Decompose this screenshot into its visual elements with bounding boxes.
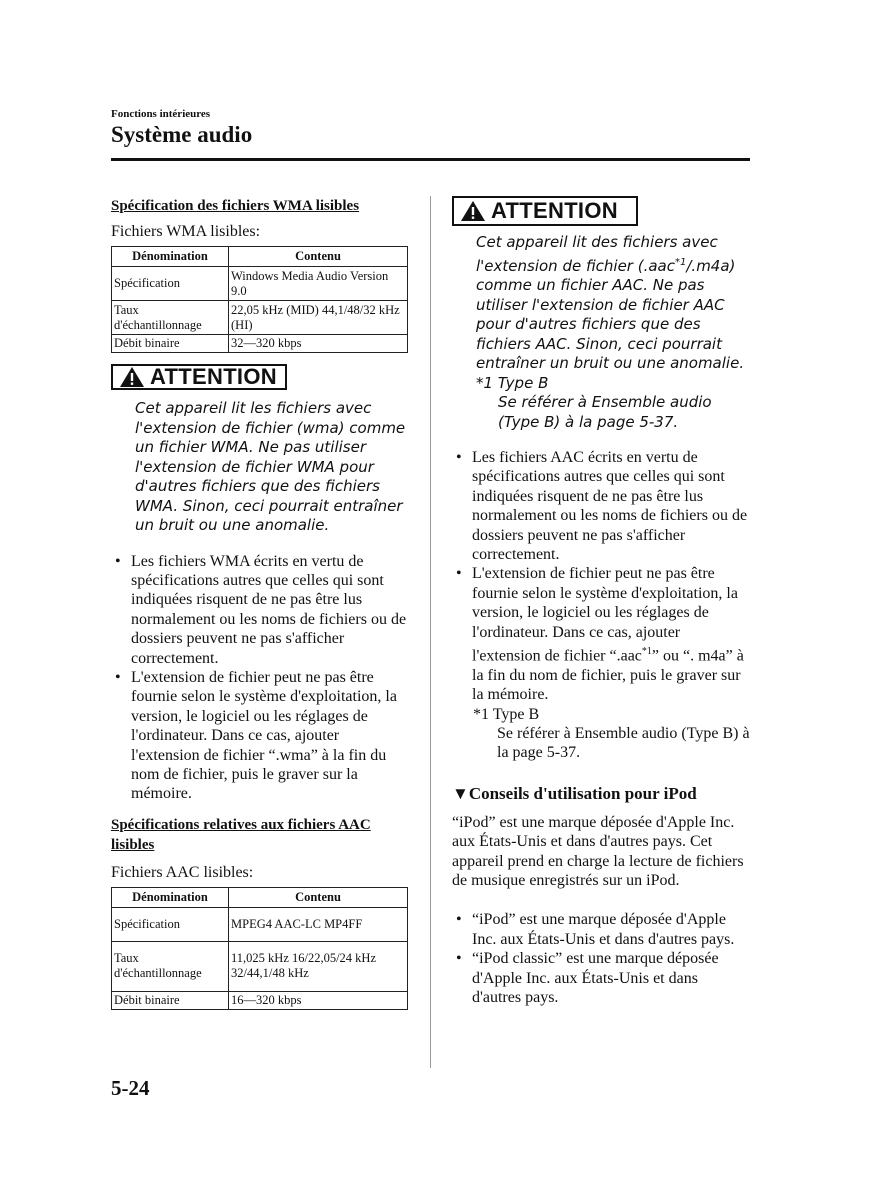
table-row xyxy=(112,335,408,353)
attention-footnote xyxy=(452,374,750,433)
page-number: 5-24 xyxy=(111,1076,150,1100)
aac-heading: Spécifications relatives aux fichiers AAC lisibles xyxy=(111,816,371,853)
table-cell: 22,05 kHz (MID) 44,1/48/32 kHz (HI) xyxy=(229,301,408,335)
table-cell: Spécification xyxy=(112,907,229,941)
footnote-marker: *1 xyxy=(675,256,687,268)
attention-badge xyxy=(452,196,638,226)
attention-box-wma xyxy=(111,364,408,536)
page-title: Système audio xyxy=(111,122,253,147)
section-label: Fonctions intérieures xyxy=(111,108,211,120)
warning-icon xyxy=(119,366,145,388)
ipod-heading-text: Conseils d'utilisation pour iPod xyxy=(468,783,697,803)
footnote-label: *1 Type B xyxy=(476,373,549,392)
list-item: • “iPod classic” est une marque déposée d'Apple Inc. aux États-Unis et dans d'autres pays. xyxy=(452,949,750,1007)
wma-intro: Fichiers WMA lisibles: xyxy=(111,223,261,240)
table-row xyxy=(112,907,408,941)
footnote xyxy=(452,705,750,763)
header-rule xyxy=(111,158,750,161)
table-cell: 16—320 kbps xyxy=(229,991,408,1009)
list-item-part: L'extension de fichier peut ne pas être fournie selon le système d'exploitation, la version, le logiciel ou les réglages de l'ordinateur. Dans ce cas, ajouter l'extension de fichier “.aac xyxy=(472,565,738,665)
table-row xyxy=(112,991,408,1009)
footnote-marker: *1 xyxy=(641,646,652,658)
triangle-down-icon: ▼ xyxy=(452,783,469,803)
table-cell: Débit binaire xyxy=(112,335,229,353)
list-item-part: ” ou “. m4a” à la fin du nom de fichier, puis le graver sur la mémoire. xyxy=(472,647,744,704)
column-divider xyxy=(430,196,431,1068)
table-row xyxy=(112,941,408,991)
table-header-cell: Dénomination xyxy=(112,247,229,267)
list-item xyxy=(452,564,750,704)
warning-icon xyxy=(460,200,486,222)
table-cell: Taux d'échantillonnage xyxy=(112,301,229,335)
list-item: • “iPod” est une marque déposée d'Apple Inc. aux États-Unis et dans d'autres pays. xyxy=(452,910,750,949)
attention-text-part: Cet appareil lit des fichiers avec l'extension de fichier (.aac xyxy=(476,233,718,275)
attention-text-part: /.m4a) comme un fichier AAC. Ne pas utiliser l'extension de fichier AAC pour d'autres fichiers que des fichiers AAC. Sinon, ceci pourrait entraîner un bruit ou une anomalie. xyxy=(476,256,745,372)
table-cell: 32—320 kbps xyxy=(229,335,408,353)
table-cell: Windows Media Audio Version 9.0 xyxy=(229,267,408,301)
table-cell: Débit binaire xyxy=(112,991,229,1009)
table-cell: 11,025 kHz 16/22,05/24 kHz 32/44,1/48 kHz xyxy=(229,941,408,991)
attention-text xyxy=(452,233,750,374)
aac-spec-table xyxy=(111,887,408,1010)
list-item: • Les fichiers WMA écrits en vertu de spécifications autres que celles qui sont indiquées risquent de ne pas être lus normalement ou les noms de fichiers ou de dossiers peuvent ne pas s'afficher correctement. xyxy=(111,552,408,668)
footnote-text: Se référer à Ensemble audio (Type B) à la page 5-37. xyxy=(497,725,750,762)
list-item: • Les fichiers AAC écrits en vertu de spécifications autres que celles qui sont indiquées risquent de ne pas être lus normalement ou les noms de fichiers ou de dossiers peuvent ne pas s'afficher correctement. xyxy=(452,448,750,564)
wma-bullet-list xyxy=(111,552,408,804)
ipod-heading xyxy=(452,783,750,805)
attention-badge xyxy=(111,364,287,390)
footnote-label: *1 Type B xyxy=(473,705,540,723)
right-column xyxy=(452,196,750,1007)
table-cell: Taux d'échantillonnage xyxy=(112,941,229,991)
wma-heading: Spécification des fichiers WMA lisibles xyxy=(111,198,360,214)
aac-bullet-list xyxy=(452,448,750,705)
footnote-text: Se référer à Ensemble audio (Type B) à la page 5-37. xyxy=(498,393,712,431)
table-header-row xyxy=(112,887,408,907)
table-row xyxy=(112,301,408,335)
table-header-cell: Contenu xyxy=(229,247,408,267)
table-header-cell: Contenu xyxy=(229,887,408,907)
page-header xyxy=(111,108,252,148)
list-item: • L'extension de fichier peut ne pas être fournie selon le système d'exploitation, la version, le logiciel ou les réglages de l'ordinateur. Dans ce cas, ajouter l'extension de fichier “.wma” à la fin du nom de fichier, puis le graver sur la mémoire. xyxy=(111,668,408,804)
table-cell: Spécification xyxy=(112,267,229,301)
aac-intro: Fichiers AAC lisibles: xyxy=(111,863,254,881)
attention-label: ATTENTION xyxy=(491,198,618,223)
attention-box-aac xyxy=(452,196,750,432)
table-header-row xyxy=(112,247,408,267)
left-column xyxy=(111,196,408,1010)
ipod-bullet-list xyxy=(452,910,750,1007)
wma-spec-table xyxy=(111,246,408,353)
table-header-cell: Dénomination xyxy=(112,887,229,907)
table-cell: MPEG4 AAC-LC MP4FF xyxy=(229,907,408,941)
attention-text: Cet appareil lit les fichiers avec l'extension de fichier (wma) comme un fichier WMA. Ne pas utiliser l'extension de fichier WMA pour d'autres fichiers que des fichiers WMA. Sinon, ceci pourrait entraîner un bruit ou une anomalie. xyxy=(135,399,406,534)
attention-label: ATTENTION xyxy=(150,364,277,389)
ipod-paragraph: “iPod” est une marque déposée d'Apple Inc. aux États-Unis et dans d'autres pays. Cet appareil prend en charge la lecture de fichiers de musique enregistrés sur un iPod. xyxy=(452,813,744,890)
table-row xyxy=(112,267,408,301)
